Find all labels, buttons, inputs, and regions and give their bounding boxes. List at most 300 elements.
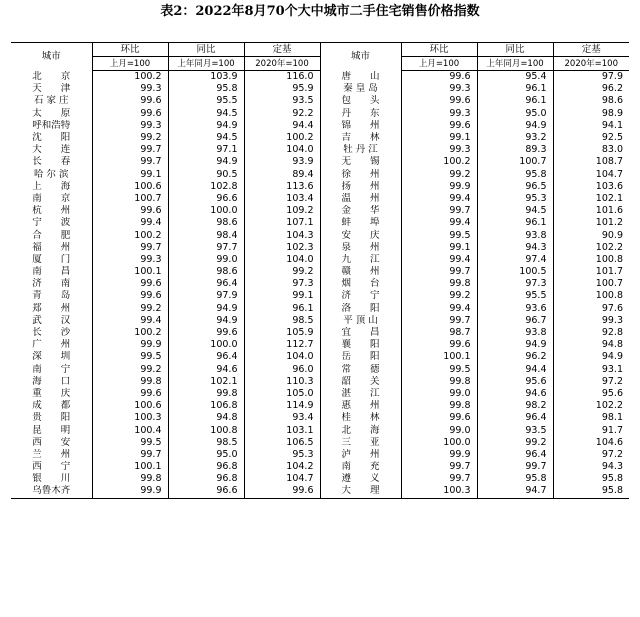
city-cell: 唐 山 bbox=[320, 71, 401, 84]
base-cell: 103.1 bbox=[244, 424, 320, 436]
header-mom-right: 环比 bbox=[401, 43, 477, 57]
header-mom-left: 环比 bbox=[92, 43, 168, 57]
mom-cell: 100.1 bbox=[92, 266, 168, 278]
yoy-cell: 94.9 bbox=[477, 120, 553, 132]
city-cell: 大 连 bbox=[32, 144, 71, 156]
table-row bbox=[11, 169, 629, 181]
header-city-right: 城市 bbox=[320, 43, 401, 71]
base-cell: 94.4 bbox=[244, 120, 320, 132]
mom-cell: 100.1 bbox=[443, 351, 471, 363]
yoy-cell: 93.5 bbox=[477, 424, 553, 436]
city-cell: 无 锡 bbox=[320, 156, 401, 168]
base-cell: 95.8 bbox=[553, 473, 629, 485]
base-cell: 104.7 bbox=[553, 169, 629, 181]
table-row bbox=[11, 108, 629, 120]
city-cell: 韶 关 bbox=[320, 376, 401, 388]
mom-cell: 100.6 bbox=[92, 181, 168, 193]
base-cell: 94.9 bbox=[553, 351, 629, 363]
yoy-cell: 94.4 bbox=[477, 364, 553, 376]
yoy-cell: 96.1 bbox=[477, 83, 553, 95]
city-cell: 深 圳 bbox=[32, 351, 71, 363]
city-cell: 宁 波 bbox=[32, 217, 71, 229]
city-cell: 贵 阳 bbox=[32, 412, 71, 424]
table-row bbox=[11, 132, 629, 144]
table-row bbox=[11, 71, 629, 84]
city-cell: 昆 明 bbox=[32, 424, 71, 436]
yoy-cell: 96.4 bbox=[477, 449, 553, 461]
mom-cell: 98.7 bbox=[449, 327, 471, 339]
yoy-cell: 94.3 bbox=[477, 242, 553, 254]
city-cell: 南 充 bbox=[320, 461, 401, 473]
header-mom-sub-left: 上月=100 bbox=[92, 57, 168, 71]
table-row bbox=[11, 254, 629, 266]
city-cell: 包 头 bbox=[320, 95, 401, 107]
mom-cell: 100.4 bbox=[92, 424, 168, 436]
mom-cell: 99.5 bbox=[92, 437, 168, 449]
yoy-cell: 96.8 bbox=[168, 461, 244, 473]
city-cell: 烟 台 bbox=[320, 278, 401, 290]
table-row bbox=[11, 364, 629, 376]
yoy-cell: 100.5 bbox=[477, 266, 553, 278]
yoy-cell: 97.9 bbox=[168, 290, 244, 302]
base-cell: 100.2 bbox=[244, 132, 320, 144]
table-row bbox=[11, 95, 629, 107]
city-cell: 上 海 bbox=[32, 180, 71, 192]
base-cell: 94.3 bbox=[553, 461, 629, 473]
table-row bbox=[11, 473, 629, 485]
mom-cell: 99.6 bbox=[92, 95, 168, 107]
base-cell: 108.7 bbox=[553, 156, 629, 168]
base-cell: 92.8 bbox=[553, 327, 629, 339]
table-row bbox=[11, 376, 629, 388]
yoy-cell: 95.0 bbox=[477, 108, 553, 120]
mom-cell: 99.3 bbox=[92, 254, 168, 266]
table-row bbox=[11, 400, 629, 412]
base-cell: 100.8 bbox=[553, 290, 629, 302]
yoy-cell: 93.8 bbox=[477, 327, 553, 339]
yoy-cell: 94.9 bbox=[168, 156, 244, 168]
city-cell: 厦 门 bbox=[32, 253, 71, 265]
mom-cell: 99.5 bbox=[92, 351, 168, 363]
mom-cell: 99.8 bbox=[92, 376, 168, 388]
yoy-cell: 97.4 bbox=[477, 254, 553, 266]
city-cell: 济 宁 bbox=[320, 290, 401, 302]
base-cell: 116.0 bbox=[244, 71, 320, 84]
city-cell: 泉 州 bbox=[320, 242, 401, 254]
mom-cell: 99.7 bbox=[449, 314, 471, 326]
base-cell: 102.2 bbox=[553, 242, 629, 254]
yoy-cell: 96.7 bbox=[477, 315, 553, 327]
yoy-cell: 96.1 bbox=[477, 217, 553, 229]
yoy-cell: 95.8 bbox=[477, 473, 553, 485]
base-cell: 93.9 bbox=[244, 156, 320, 168]
yoy-cell: 97.7 bbox=[168, 242, 244, 254]
city-cell: 成 都 bbox=[32, 400, 71, 412]
city-cell: 扬 州 bbox=[320, 181, 401, 193]
mom-cell: 99.6 bbox=[449, 119, 471, 131]
mom-cell: 99.2 bbox=[449, 290, 471, 302]
yoy-cell: 93.8 bbox=[477, 229, 553, 241]
mom-cell: 99.7 bbox=[449, 205, 471, 217]
city-cell: 南 宁 bbox=[32, 363, 71, 375]
city-cell: 泸 州 bbox=[320, 449, 401, 461]
city-cell: 乌鲁木齐 bbox=[11, 485, 92, 498]
yoy-cell: 98.2 bbox=[477, 400, 553, 412]
city-cell: 广 州 bbox=[32, 339, 71, 351]
city-cell: 平 顶 山 bbox=[320, 315, 401, 327]
base-cell: 95.6 bbox=[553, 388, 629, 400]
table-row bbox=[11, 217, 629, 229]
yoy-cell: 89.3 bbox=[477, 144, 553, 156]
mom-cell: 99.3 bbox=[449, 107, 471, 119]
city-cell: 秦 皇 岛 bbox=[320, 83, 401, 95]
mom-cell: 99.6 bbox=[92, 388, 168, 400]
table-row bbox=[11, 339, 629, 351]
base-cell: 99.1 bbox=[244, 290, 320, 302]
city-cell: 福 州 bbox=[32, 241, 71, 253]
yoy-cell: 95.8 bbox=[168, 83, 244, 95]
city-cell: 湛 江 bbox=[320, 388, 401, 400]
yoy-cell: 95.3 bbox=[477, 193, 553, 205]
table-row bbox=[11, 229, 629, 241]
table-row bbox=[11, 388, 629, 400]
table-row bbox=[11, 205, 629, 217]
mom-cell: 99.3 bbox=[92, 83, 168, 95]
mom-cell: 100.6 bbox=[92, 400, 168, 412]
table-row bbox=[11, 144, 629, 156]
mom-cell: 99.7 bbox=[449, 266, 471, 278]
mom-cell: 99.6 bbox=[449, 71, 471, 83]
city-cell: 蚌 埠 bbox=[320, 217, 401, 229]
base-cell: 83.0 bbox=[553, 144, 629, 156]
mom-cell: 100.0 bbox=[443, 436, 471, 448]
mom-cell: 100.1 bbox=[92, 461, 168, 473]
mom-cell: 99.3 bbox=[449, 83, 471, 95]
yoy-cell: 94.9 bbox=[477, 339, 553, 351]
base-cell: 113.6 bbox=[244, 181, 320, 193]
yoy-cell: 100.0 bbox=[168, 339, 244, 351]
city-cell: 岳 阳 bbox=[320, 351, 401, 363]
city-cell: 西 宁 bbox=[32, 461, 71, 473]
yoy-cell: 100.7 bbox=[477, 156, 553, 168]
yoy-cell: 95.8 bbox=[477, 169, 553, 181]
base-cell: 102.3 bbox=[244, 242, 320, 254]
base-cell: 98.1 bbox=[553, 412, 629, 424]
base-cell: 104.0 bbox=[244, 351, 320, 363]
city-cell: 银 川 bbox=[32, 473, 71, 485]
table-row bbox=[11, 266, 629, 278]
mom-cell: 99.4 bbox=[92, 315, 168, 327]
city-cell: 长 沙 bbox=[32, 327, 71, 339]
base-cell: 102.2 bbox=[553, 400, 629, 412]
mom-cell: 99.6 bbox=[92, 290, 168, 302]
mom-cell: 99.9 bbox=[449, 180, 471, 192]
city-cell: 丹 东 bbox=[320, 108, 401, 120]
base-cell: 110.3 bbox=[244, 376, 320, 388]
base-cell: 99.3 bbox=[553, 315, 629, 327]
city-cell: 西 安 bbox=[32, 436, 71, 448]
base-cell: 103.4 bbox=[244, 193, 320, 205]
yoy-cell: 95.5 bbox=[168, 95, 244, 107]
city-cell: 南 京 bbox=[32, 192, 71, 204]
base-cell: 91.7 bbox=[553, 424, 629, 436]
yoy-cell: 98.4 bbox=[168, 229, 244, 241]
yoy-cell: 100.8 bbox=[168, 424, 244, 436]
base-cell: 106.5 bbox=[244, 437, 320, 449]
table-row bbox=[11, 303, 629, 315]
mom-cell: 99.7 bbox=[92, 156, 168, 168]
mom-cell: 99.8 bbox=[449, 400, 471, 412]
mom-cell: 100.2 bbox=[92, 229, 168, 241]
base-cell: 100.8 bbox=[553, 254, 629, 266]
price-index-table bbox=[11, 42, 629, 499]
city-cell: 郑 州 bbox=[32, 302, 71, 314]
yoy-cell: 96.4 bbox=[168, 278, 244, 290]
yoy-cell: 94.9 bbox=[168, 303, 244, 315]
city-cell: 襄 阳 bbox=[320, 339, 401, 351]
city-cell: 三 亚 bbox=[320, 437, 401, 449]
mom-cell: 99.9 bbox=[92, 339, 168, 351]
city-cell: 吉 林 bbox=[320, 132, 401, 144]
yoy-cell: 99.7 bbox=[477, 461, 553, 473]
mom-cell: 100.2 bbox=[92, 327, 168, 339]
base-cell: 98.9 bbox=[553, 108, 629, 120]
table-row bbox=[11, 485, 629, 498]
base-cell: 97.9 bbox=[553, 71, 629, 84]
header-city-left: 城市 bbox=[11, 43, 92, 71]
header-base-sub-left: 2020年=100 bbox=[244, 57, 320, 71]
mom-cell: 99.6 bbox=[92, 278, 168, 290]
yoy-cell: 95.6 bbox=[477, 376, 553, 388]
yoy-cell: 94.6 bbox=[477, 388, 553, 400]
mom-cell: 99.1 bbox=[449, 132, 471, 144]
city-cell: 宜 昌 bbox=[320, 327, 401, 339]
yoy-cell: 102.1 bbox=[168, 376, 244, 388]
base-cell: 114.9 bbox=[244, 400, 320, 412]
city-cell: 沈 阳 bbox=[32, 132, 71, 144]
yoy-cell: 99.6 bbox=[168, 327, 244, 339]
city-cell: 长 春 bbox=[32, 156, 71, 168]
base-cell: 94.1 bbox=[553, 120, 629, 132]
yoy-cell: 95.5 bbox=[477, 290, 553, 302]
mom-cell: 99.5 bbox=[449, 229, 471, 241]
city-cell: 安 庆 bbox=[320, 229, 401, 241]
mom-cell: 99.4 bbox=[449, 302, 471, 314]
mom-cell: 99.6 bbox=[92, 108, 168, 120]
mom-cell: 99.6 bbox=[92, 205, 168, 217]
table-row bbox=[11, 242, 629, 254]
table-row bbox=[11, 327, 629, 339]
base-cell: 92.5 bbox=[553, 132, 629, 144]
table-row bbox=[11, 278, 629, 290]
base-cell: 101.7 bbox=[553, 266, 629, 278]
city-cell: 合 肥 bbox=[32, 229, 71, 241]
yoy-cell: 102.8 bbox=[168, 181, 244, 193]
city-cell: 北 京 bbox=[32, 70, 71, 82]
mom-cell: 99.3 bbox=[92, 120, 168, 132]
base-cell: 102.1 bbox=[553, 193, 629, 205]
header-yoy-sub-left: 上年同月=100 bbox=[168, 57, 244, 71]
mom-cell: 99.7 bbox=[449, 473, 471, 485]
yoy-cell: 94.7 bbox=[477, 485, 553, 498]
base-cell: 104.0 bbox=[244, 144, 320, 156]
base-cell: 93.4 bbox=[244, 412, 320, 424]
base-cell: 97.2 bbox=[553, 376, 629, 388]
mom-cell: 99.1 bbox=[449, 241, 471, 253]
base-cell: 97.3 bbox=[244, 278, 320, 290]
yoy-cell: 90.5 bbox=[168, 169, 244, 181]
yoy-cell: 96.5 bbox=[477, 181, 553, 193]
mom-cell: 99.5 bbox=[449, 363, 471, 375]
base-cell: 90.9 bbox=[553, 229, 629, 241]
yoy-cell: 96.4 bbox=[168, 351, 244, 363]
city-cell: 大 理 bbox=[320, 485, 401, 498]
yoy-cell: 106.8 bbox=[168, 400, 244, 412]
city-cell: 武 汉 bbox=[32, 314, 71, 326]
yoy-cell: 99.8 bbox=[168, 388, 244, 400]
base-cell: 100.7 bbox=[553, 278, 629, 290]
yoy-cell: 98.6 bbox=[168, 266, 244, 278]
base-cell: 99.6 bbox=[244, 485, 320, 498]
table-row bbox=[11, 156, 629, 168]
table-row bbox=[11, 315, 629, 327]
mom-cell: 99.0 bbox=[449, 424, 471, 436]
city-cell: 哈 尔 滨 bbox=[33, 168, 69, 180]
yoy-cell: 96.1 bbox=[477, 95, 553, 107]
mom-cell: 100.3 bbox=[401, 485, 477, 498]
mom-cell: 99.1 bbox=[92, 169, 168, 181]
yoy-cell: 94.5 bbox=[168, 132, 244, 144]
base-cell: 96.1 bbox=[244, 303, 320, 315]
table-row bbox=[11, 424, 629, 436]
mom-cell: 99.4 bbox=[449, 192, 471, 204]
base-cell: 98.5 bbox=[244, 315, 320, 327]
base-cell: 95.8 bbox=[553, 485, 629, 498]
city-cell: 牡 丹 江 bbox=[320, 144, 401, 156]
header-base-right: 定基 bbox=[553, 43, 629, 57]
base-cell: 112.7 bbox=[244, 339, 320, 351]
header-yoy-right: 同比 bbox=[477, 43, 553, 57]
mom-cell: 100.3 bbox=[92, 412, 168, 424]
mom-cell: 99.9 bbox=[449, 448, 471, 460]
mom-cell: 99.8 bbox=[449, 375, 471, 387]
city-cell: 北 海 bbox=[320, 424, 401, 436]
mom-cell: 99.7 bbox=[92, 242, 168, 254]
table-body bbox=[11, 71, 629, 499]
city-cell: 金 华 bbox=[320, 205, 401, 217]
mom-cell: 99.8 bbox=[449, 278, 471, 290]
mom-cell: 99.6 bbox=[449, 339, 471, 351]
city-cell: 九 江 bbox=[320, 254, 401, 266]
yoy-cell: 98.5 bbox=[168, 437, 244, 449]
mom-cell: 99.2 bbox=[92, 303, 168, 315]
table-row bbox=[11, 437, 629, 449]
yoy-cell: 93.6 bbox=[477, 303, 553, 315]
city-cell: 兰 州 bbox=[32, 448, 71, 460]
yoy-cell: 96.6 bbox=[168, 193, 244, 205]
mom-cell: 99.4 bbox=[449, 217, 471, 229]
mom-cell: 99.6 bbox=[449, 95, 471, 107]
base-cell: 107.1 bbox=[244, 217, 320, 229]
table-row bbox=[11, 412, 629, 424]
mom-cell: 99.4 bbox=[449, 253, 471, 265]
header-base-sub-right: 2020年=100 bbox=[553, 57, 629, 71]
city-cell: 石 家 庄 bbox=[33, 95, 69, 107]
header-base-left: 定基 bbox=[244, 43, 320, 57]
yoy-cell: 94.8 bbox=[168, 412, 244, 424]
yoy-cell: 97.3 bbox=[477, 278, 553, 290]
base-cell: 104.2 bbox=[244, 461, 320, 473]
base-cell: 104.3 bbox=[244, 229, 320, 241]
mom-cell: 99.7 bbox=[449, 461, 471, 473]
mom-cell: 99.2 bbox=[92, 364, 168, 376]
mom-cell: 100.2 bbox=[92, 71, 168, 84]
base-cell: 105.0 bbox=[244, 388, 320, 400]
base-cell: 89.4 bbox=[244, 169, 320, 181]
yoy-cell: 97.1 bbox=[168, 144, 244, 156]
base-cell: 97.6 bbox=[553, 303, 629, 315]
yoy-cell: 96.2 bbox=[477, 351, 553, 363]
city-cell: 重 庆 bbox=[32, 387, 71, 399]
city-cell: 洛 阳 bbox=[320, 303, 401, 315]
base-cell: 93.1 bbox=[553, 364, 629, 376]
yoy-cell: 94.5 bbox=[477, 205, 553, 217]
city-cell: 桂 林 bbox=[320, 412, 401, 424]
yoy-cell: 98.6 bbox=[168, 217, 244, 229]
yoy-cell: 94.5 bbox=[168, 108, 244, 120]
table-row bbox=[11, 351, 629, 363]
header-yoy-left: 同比 bbox=[168, 43, 244, 57]
base-cell: 92.2 bbox=[244, 108, 320, 120]
base-cell: 101.6 bbox=[553, 205, 629, 217]
base-cell: 109.2 bbox=[244, 205, 320, 217]
mom-cell: 99.8 bbox=[92, 473, 168, 485]
mom-cell: 99.9 bbox=[92, 485, 168, 498]
table-row bbox=[11, 290, 629, 302]
mom-cell: 99.0 bbox=[449, 387, 471, 399]
mom-cell: 99.7 bbox=[92, 144, 168, 156]
city-cell: 惠 州 bbox=[320, 400, 401, 412]
yoy-cell: 94.6 bbox=[168, 364, 244, 376]
base-cell: 103.6 bbox=[553, 181, 629, 193]
city-cell: 海 口 bbox=[32, 375, 71, 387]
header-mom-sub-right: 上月=100 bbox=[401, 57, 477, 71]
yoy-cell: 95.0 bbox=[168, 449, 244, 461]
city-cell: 温 州 bbox=[320, 193, 401, 205]
mom-cell: 99.4 bbox=[92, 217, 168, 229]
mom-cell: 99.6 bbox=[449, 412, 471, 424]
base-cell: 104.0 bbox=[244, 254, 320, 266]
yoy-cell: 99.2 bbox=[477, 437, 553, 449]
base-cell: 101.2 bbox=[553, 217, 629, 229]
yoy-cell: 96.6 bbox=[168, 485, 244, 498]
base-cell: 97.2 bbox=[553, 449, 629, 461]
mom-cell: 99.2 bbox=[92, 132, 168, 144]
table-row bbox=[11, 461, 629, 473]
city-cell: 太 原 bbox=[32, 107, 71, 119]
base-cell: 98.6 bbox=[553, 95, 629, 107]
table-row bbox=[11, 449, 629, 461]
city-cell: 遵 义 bbox=[320, 473, 401, 485]
base-cell: 93.5 bbox=[244, 95, 320, 107]
table-row bbox=[11, 120, 629, 132]
city-cell: 常 德 bbox=[320, 364, 401, 376]
header-yoy-sub-right: 上年同月=100 bbox=[477, 57, 553, 71]
yoy-cell: 99.0 bbox=[168, 254, 244, 266]
base-cell: 104.7 bbox=[244, 473, 320, 485]
base-cell: 104.6 bbox=[553, 437, 629, 449]
base-cell: 105.9 bbox=[244, 327, 320, 339]
